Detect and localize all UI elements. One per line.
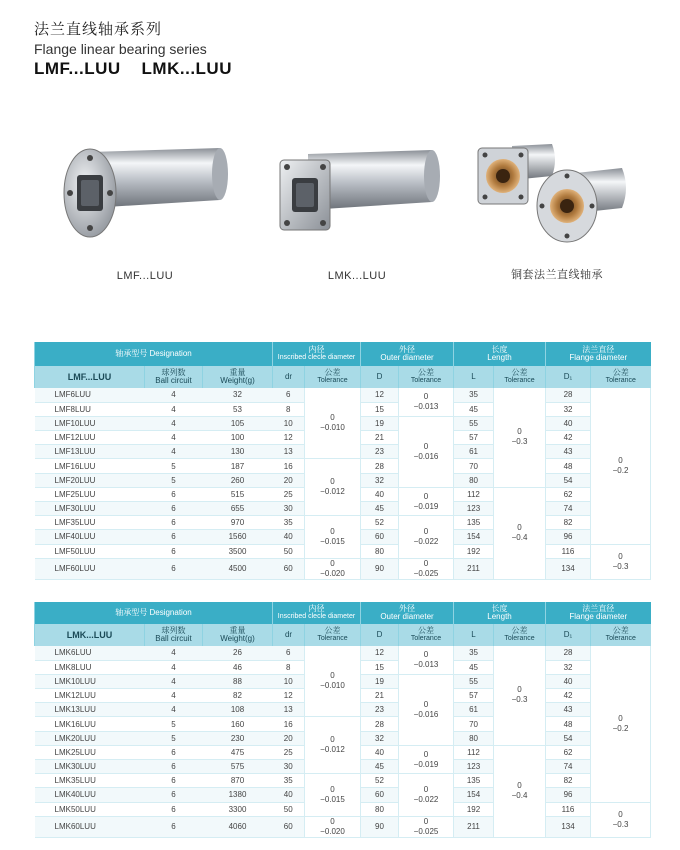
D1-cell: 40	[546, 416, 591, 430]
ball-cell: 4	[145, 402, 203, 416]
table-row	[35, 646, 651, 660]
model-column-header: LMK...LUU	[35, 624, 145, 646]
L-cell: 70	[454, 459, 494, 473]
weight-cell: 575	[203, 760, 273, 774]
ball-cell: 6	[145, 487, 203, 501]
title-chinese: 法兰直线轴承系列	[34, 20, 163, 38]
weight-header: 重量 Weight(g)	[203, 624, 273, 646]
model-cell: LMF60LUU	[35, 558, 145, 579]
D1-tolerance-cell: 0 −0.2	[591, 388, 651, 544]
model-cell: LMF12LUU	[35, 431, 145, 445]
dr-tolerance-cell: 0 −0.012	[305, 717, 361, 774]
D1-cell: 96	[546, 530, 591, 544]
D1-cell: 48	[546, 717, 591, 731]
lmk-bearing-image	[272, 138, 442, 258]
weight-cell: 53	[203, 402, 273, 416]
L-cell: 57	[454, 431, 494, 445]
dr-tolerance-cell: 0 −0.010	[305, 646, 361, 717]
model-cell: LMK20LUU	[35, 731, 145, 745]
dr-tolerance-cell: 0 −0.020	[305, 558, 361, 579]
table-row	[35, 774, 651, 788]
designation-header: 轴承型号 Designation	[35, 342, 273, 366]
dr-cell: 8	[273, 402, 305, 416]
D-cell: 90	[361, 558, 399, 579]
D1-cell: 32	[546, 660, 591, 674]
D1-tolerance-header: 公差 Tolerance	[591, 624, 651, 646]
D1-cell: 134	[546, 816, 591, 837]
D1-header: D₁	[546, 366, 591, 388]
D-cell: 23	[361, 445, 399, 459]
title-models: LMF...LUU LMK...LUU	[34, 59, 232, 78]
L-cell: 211	[454, 558, 494, 579]
model-cell: LMK12LUU	[35, 689, 145, 703]
ball-cell: 6	[145, 816, 203, 837]
D-cell: 40	[361, 487, 399, 501]
lmf-bearing-image	[60, 138, 230, 258]
weight-cell: 82	[203, 689, 273, 703]
L-cell: 192	[454, 802, 494, 816]
L-tolerance-cell: 0 −0.4	[494, 487, 546, 579]
ball-cell: 6	[145, 502, 203, 516]
L-cell: 123	[454, 502, 494, 516]
D-cell: 45	[361, 502, 399, 516]
L-tolerance-header: 公差 Tolerance	[494, 624, 546, 646]
D1-cell: 28	[546, 388, 591, 402]
model-cell: LMK8LUU	[35, 660, 145, 674]
D1-cell: 54	[546, 473, 591, 487]
dr-cell: 13	[273, 445, 305, 459]
dr-cell: 13	[273, 703, 305, 717]
dr-cell: 10	[273, 416, 305, 430]
model-cell: LMF16LUU	[35, 459, 145, 473]
D-cell: 12	[361, 646, 399, 660]
D-tolerance-cell: 0 −0.025	[399, 816, 454, 837]
dr-cell: 10	[273, 674, 305, 688]
L-cell: 61	[454, 703, 494, 717]
weight-cell: 475	[203, 745, 273, 759]
D-cell: 60	[361, 530, 399, 544]
model-cell: LMF35LUU	[35, 516, 145, 530]
D1-cell: 32	[546, 402, 591, 416]
dr-cell: 50	[273, 802, 305, 816]
dr-cell: 6	[273, 388, 305, 402]
weight-cell: 46	[203, 660, 273, 674]
dr-cell: 35	[273, 516, 305, 530]
weight-cell: 515	[203, 487, 273, 501]
model-cell: LMK25LUU	[35, 745, 145, 759]
D-tolerance-cell: 0 −0.016	[399, 416, 454, 487]
product-lmk	[272, 138, 442, 288]
ball-cell: 4	[145, 660, 203, 674]
dr-cell: 40	[273, 788, 305, 802]
dr-tolerance-cell: 0 −0.015	[305, 774, 361, 817]
length-header: 长度 Length	[454, 602, 546, 624]
table-row	[35, 558, 651, 579]
D-cell: 52	[361, 774, 399, 788]
D-cell: 80	[361, 802, 399, 816]
model-cell: LMF13LUU	[35, 445, 145, 459]
model-cell: LMK35LUU	[35, 774, 145, 788]
dr-cell: 20	[273, 473, 305, 487]
weight-cell: 1560	[203, 530, 273, 544]
D-cell: 19	[361, 674, 399, 688]
D1-cell: 28	[546, 646, 591, 660]
D1-cell: 62	[546, 745, 591, 759]
outer-header-en: Outer diameter	[380, 353, 434, 362]
table-row	[35, 388, 651, 402]
dr-cell: 40	[273, 530, 305, 544]
outer-header-cn: 外径	[399, 345, 415, 354]
dr-cell: 6	[273, 646, 305, 660]
D-tolerance-header: 公差 Tolerance	[399, 366, 454, 388]
weight-cell: 88	[203, 674, 273, 688]
L-cell: 154	[454, 530, 494, 544]
page-header	[34, 18, 232, 79]
dr-cell: 30	[273, 760, 305, 774]
D1-cell: 42	[546, 689, 591, 703]
ball-cell: 6	[145, 530, 203, 544]
dr-cell: 50	[273, 544, 305, 558]
D-cell: 23	[361, 703, 399, 717]
D1-tolerance-header: 公差 Tolerance	[591, 366, 651, 388]
L-cell: 135	[454, 774, 494, 788]
model-cell: LMK10LUU	[35, 674, 145, 688]
D-cell: 12	[361, 388, 399, 402]
ball-cell: 6	[145, 802, 203, 816]
dr-cell: 30	[273, 502, 305, 516]
product-copper-sleeve	[472, 138, 642, 288]
inscribed-header-en: Inscribed clecle diameter	[277, 354, 356, 361]
weight-cell: 105	[203, 416, 273, 430]
ball-cell: 4	[145, 703, 203, 717]
D-tolerance-cell: 0 −0.013	[399, 646, 454, 674]
D-tolerance-cell: 0 −0.022	[399, 774, 454, 817]
weight-cell: 3300	[203, 802, 273, 816]
outer-diameter-header	[361, 342, 454, 366]
weight-cell: 160	[203, 717, 273, 731]
D1-tolerance-cell: 0 −0.3	[591, 802, 651, 837]
dr-tolerance-cell: 0 −0.020	[305, 816, 361, 837]
ball-cell: 4	[145, 416, 203, 430]
L-cell: 211	[454, 816, 494, 837]
D-cell: 90	[361, 816, 399, 837]
length-header-cn: 长度	[491, 345, 508, 354]
L-tolerance-header: 公差 Tolerance	[494, 366, 546, 388]
D1-cell: 40	[546, 674, 591, 688]
D1-tolerance-cell: 0 −0.2	[591, 646, 651, 802]
copper-sleeve-bearing-image	[472, 138, 642, 258]
D-tolerance-cell: 0 −0.019	[399, 745, 454, 773]
D1-cell: 116	[546, 802, 591, 816]
ball-cell: 6	[145, 558, 203, 579]
dr-header: dr	[273, 624, 305, 646]
ball-cell: 4	[145, 674, 203, 688]
D1-tolerance-cell: 0 −0.3	[591, 544, 651, 579]
dr-cell: 12	[273, 689, 305, 703]
D-tolerance-header: 公差 Tolerance	[399, 624, 454, 646]
model-cell: LMF10LUU	[35, 416, 145, 430]
model-cell: LMF25LUU	[35, 487, 145, 501]
table-row	[35, 816, 651, 837]
ball-cell: 5	[145, 473, 203, 487]
D1-cell: 54	[546, 731, 591, 745]
model-cell: LMK40LUU	[35, 788, 145, 802]
dr-cell: 35	[273, 774, 305, 788]
L-cell: 55	[454, 674, 494, 688]
product-caption-lmf: LMF...LUU	[116, 270, 174, 282]
D-cell: 15	[361, 660, 399, 674]
D-cell: 19	[361, 416, 399, 430]
length-header-en: Length	[487, 353, 512, 362]
model-cell: LMK16LUU	[35, 717, 145, 731]
D1-cell: 96	[546, 788, 591, 802]
model-cell: LMK50LUU	[35, 802, 145, 816]
L-cell: 61	[454, 445, 494, 459]
D-cell: 32	[361, 473, 399, 487]
D-tolerance-cell: 0 −0.019	[399, 487, 454, 515]
weight-cell: 4500	[203, 558, 273, 579]
ball-cell: 5	[145, 731, 203, 745]
dr-cell: 25	[273, 745, 305, 759]
ball-cell: 4	[145, 388, 203, 402]
D1-cell: 62	[546, 487, 591, 501]
weight-cell: 3500	[203, 544, 273, 558]
model-cell: LMF8LUU	[35, 402, 145, 416]
L-cell: 35	[454, 388, 494, 402]
flange-header-cn: 法兰直径	[582, 345, 615, 354]
model-cell: LMK13LUU	[35, 703, 145, 717]
model-cell: LMK30LUU	[35, 760, 145, 774]
D-cell: 28	[361, 459, 399, 473]
ball-cell: 6	[145, 544, 203, 558]
L-cell: 80	[454, 473, 494, 487]
dr-cell: 25	[273, 487, 305, 501]
L-cell: 57	[454, 689, 494, 703]
weight-cell: 970	[203, 516, 273, 530]
D-cell: 21	[361, 689, 399, 703]
L-cell: 154	[454, 788, 494, 802]
L-cell: 70	[454, 717, 494, 731]
ball-cell: 4	[145, 689, 203, 703]
table-row	[35, 459, 651, 473]
table-row	[35, 516, 651, 530]
D-cell: 60	[361, 788, 399, 802]
D1-cell: 116	[546, 544, 591, 558]
product-caption-copper: 铜套法兰直线轴承	[511, 269, 603, 281]
weight-cell: 100	[203, 431, 273, 445]
length-header	[454, 342, 546, 366]
spec-table-lmk	[34, 602, 651, 838]
D-header: D	[361, 366, 399, 388]
dr-cell: 12	[273, 431, 305, 445]
weight-cell: 230	[203, 731, 273, 745]
D-tolerance-cell: 0 −0.022	[399, 516, 454, 559]
dr-cell: 8	[273, 660, 305, 674]
L-cell: 112	[454, 745, 494, 759]
L-tolerance-cell: 0 −0.3	[494, 388, 546, 487]
weight-cell: 187	[203, 459, 273, 473]
flange-diameter-header: 法兰直径 Flange diameter	[546, 602, 651, 624]
L-cell: 112	[454, 487, 494, 501]
inscribed-diameter-header	[273, 342, 361, 366]
L-tolerance-cell: 0 −0.4	[494, 745, 546, 837]
ball-cell: 6	[145, 745, 203, 759]
D-cell: 80	[361, 544, 399, 558]
dr-tolerance-cell: 0 −0.010	[305, 388, 361, 459]
model-cell: LMF30LUU	[35, 502, 145, 516]
D1-cell: 43	[546, 703, 591, 717]
weight-cell: 130	[203, 445, 273, 459]
D-tolerance-cell: 0 −0.025	[399, 558, 454, 579]
weight-cell: 655	[203, 502, 273, 516]
L-cell: 35	[454, 646, 494, 660]
ball-cell: 4	[145, 431, 203, 445]
D1-cell: 43	[546, 445, 591, 459]
model-cell: LMF20LUU	[35, 473, 145, 487]
L-cell: 135	[454, 516, 494, 530]
dr-cell: 16	[273, 717, 305, 731]
dr-header: dr	[273, 366, 305, 388]
D-header: D	[361, 624, 399, 646]
D1-header: D₁	[546, 624, 591, 646]
D-cell: 32	[361, 731, 399, 745]
inscribed-diameter-header: 内径 Inscribed clecle diameter	[273, 602, 361, 624]
L-tolerance-cell: 0 −0.3	[494, 646, 546, 745]
outer-diameter-header: 外径 Outer diameter	[361, 602, 454, 624]
D1-cell: 82	[546, 516, 591, 530]
spec-table-lmf	[34, 342, 651, 580]
dr-tolerance-cell: 0 −0.015	[305, 516, 361, 559]
L-cell: 45	[454, 660, 494, 674]
L-cell: 45	[454, 402, 494, 416]
product-lmf	[60, 138, 230, 288]
dr-cell: 20	[273, 731, 305, 745]
ball-cell: 6	[145, 516, 203, 530]
D-cell: 45	[361, 760, 399, 774]
ball-cell: 5	[145, 459, 203, 473]
L-cell: 55	[454, 416, 494, 430]
L-cell: 80	[454, 731, 494, 745]
ball-cell: 6	[145, 774, 203, 788]
D1-cell: 74	[546, 760, 591, 774]
model-column-header: LMF...LUU	[35, 366, 145, 388]
model-cell: LMK60LUU	[35, 816, 145, 837]
ball-cell: 6	[145, 788, 203, 802]
D1-cell: 42	[546, 431, 591, 445]
flange-diameter-header	[546, 342, 651, 366]
D1-cell: 134	[546, 558, 591, 579]
weight-cell: 1380	[203, 788, 273, 802]
D-tolerance-cell: 0 −0.016	[399, 674, 454, 745]
model-cell: LMF6LUU	[35, 388, 145, 402]
designation-header: 轴承型号 Designation	[35, 602, 273, 624]
D1-cell: 74	[546, 502, 591, 516]
ball-cell: 4	[145, 445, 203, 459]
product-gallery	[60, 138, 640, 288]
weight-cell: 32	[203, 388, 273, 402]
dr-tolerance-header: 公差 Tolerance	[305, 624, 361, 646]
flange-header-en: Flange diameter	[569, 353, 628, 362]
dr-cell: 60	[273, 816, 305, 837]
D-cell: 28	[361, 717, 399, 731]
D1-cell: 48	[546, 459, 591, 473]
weight-cell: 870	[203, 774, 273, 788]
L-cell: 123	[454, 760, 494, 774]
D-cell: 15	[361, 402, 399, 416]
weight-cell: 4060	[203, 816, 273, 837]
L-header: L	[454, 366, 494, 388]
D-tolerance-cell: 0 −0.013	[399, 388, 454, 416]
dr-cell: 16	[273, 459, 305, 473]
model-cell: LMF40LUU	[35, 530, 145, 544]
product-caption-lmk: LMK...LUU	[327, 270, 387, 282]
D-cell: 52	[361, 516, 399, 530]
ball-circuit-header: 球列数 Ball circuit	[145, 624, 203, 646]
weight-header: 重量 Weight(g)	[203, 366, 273, 388]
ball-cell: 6	[145, 760, 203, 774]
model-cell: LMF50LUU	[35, 544, 145, 558]
L-header: L	[454, 624, 494, 646]
D1-cell: 82	[546, 774, 591, 788]
weight-cell: 108	[203, 703, 273, 717]
ball-cell: 5	[145, 717, 203, 731]
dr-tolerance-cell: 0 −0.012	[305, 459, 361, 516]
weight-cell: 260	[203, 473, 273, 487]
D-cell: 40	[361, 745, 399, 759]
ball-cell: 4	[145, 646, 203, 660]
title-english: Flange linear bearing series	[34, 41, 207, 57]
ball-circuit-header: 球列数 Ball circuit	[145, 366, 203, 388]
inscribed-header-cn: 内径	[308, 345, 325, 354]
weight-cell: 26	[203, 646, 273, 660]
table-row	[35, 717, 651, 731]
dr-cell: 60	[273, 558, 305, 579]
model-cell: LMK6LUU	[35, 646, 145, 660]
D-cell: 21	[361, 431, 399, 445]
L-cell: 192	[454, 544, 494, 558]
dr-tolerance-header: 公差 Tolerance	[305, 366, 361, 388]
